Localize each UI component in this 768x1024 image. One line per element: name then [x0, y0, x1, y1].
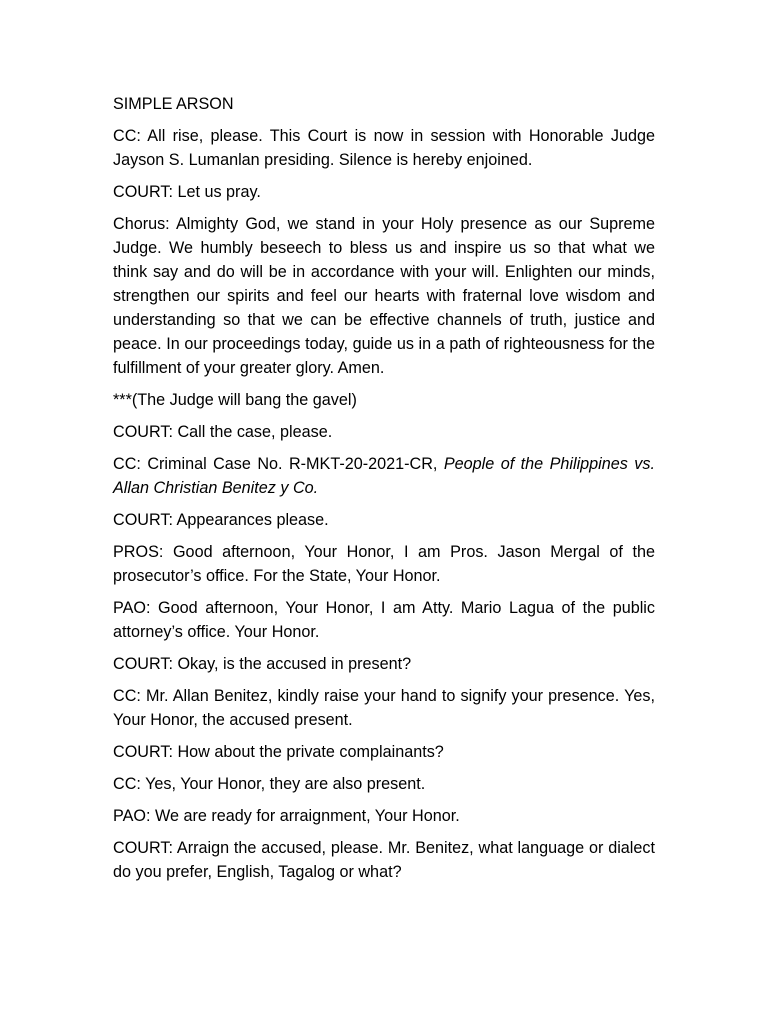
paragraph-court-pray: COURT: Let us pray.: [113, 183, 261, 201]
paragraph-court-arraign: COURT: Arraign the accused, please. Mr. Benitez, what language or dialect do you prefer, English, Tagalog or what?: [113, 839, 655, 881]
paragraph-cc-complainants-present: CC: Yes, Your Honor, they are also present.: [113, 775, 426, 793]
paragraph-cc-case-number: [113, 452, 655, 500]
case-title-text: People of the Philippines vs. Allan Christian Benitez y Co.: [113, 455, 655, 497]
paragraph-cc-accused-hand: CC: Mr. Allan Benitez, kindly raise your hand to signify your presence. Yes, Your Honor, the accused present.: [113, 687, 655, 729]
paragraph-pros-appearance: PROS: Good afternoon, Your Honor, I am Pros. Jason Mergal of the prosecutor’s office. For the State, Your Honor.: [113, 543, 655, 585]
paragraph-pao-ready: PAO: We are ready for arraignment, Your Honor.: [113, 807, 460, 825]
paragraph-gavel-note: ***(The Judge will bang the gavel): [113, 391, 357, 409]
paragraph-court-accused-present: COURT: Okay, is the accused in present?: [113, 655, 412, 673]
document-title: SIMPLE ARSON: [113, 95, 234, 113]
case-number-text: CC: Criminal Case No. R-MKT-20-2021-CR,: [113, 455, 444, 473]
paragraph-court-complainants: COURT: How about the private complainants?: [113, 743, 444, 761]
paragraph-chorus-prayer: Chorus: Almighty God, we stand in your Holy presence as our Supreme Judge. We humbly beseech to bless us and inspire us so that what we think say and do will be in accordance with your will. Enlighten our minds, strengthen our spirits and feel our hearts with fraternal love wisdom and understanding so that we can be effective channels of truth, justice and peace. In our proceedings today, guide us in a path of righteousness for the fulfillment of your greater glory. Amen.: [113, 215, 655, 377]
paragraph-cc-all-rise: CC: All rise, please. This Court is now in session with Honorable Judge Jayson S. Lumanlan presiding. Silence is hereby enjoined.: [113, 127, 655, 169]
document-page: [113, 92, 655, 892]
paragraph-court-appearances: COURT: Appearances please.: [113, 511, 329, 529]
paragraph-pao-appearance: PAO: Good afternoon, Your Honor, I am Atty. Mario Lagua of the public attorney’s office. Your Honor.: [113, 599, 655, 641]
paragraph-court-call-case: COURT: Call the case, please.: [113, 423, 333, 441]
